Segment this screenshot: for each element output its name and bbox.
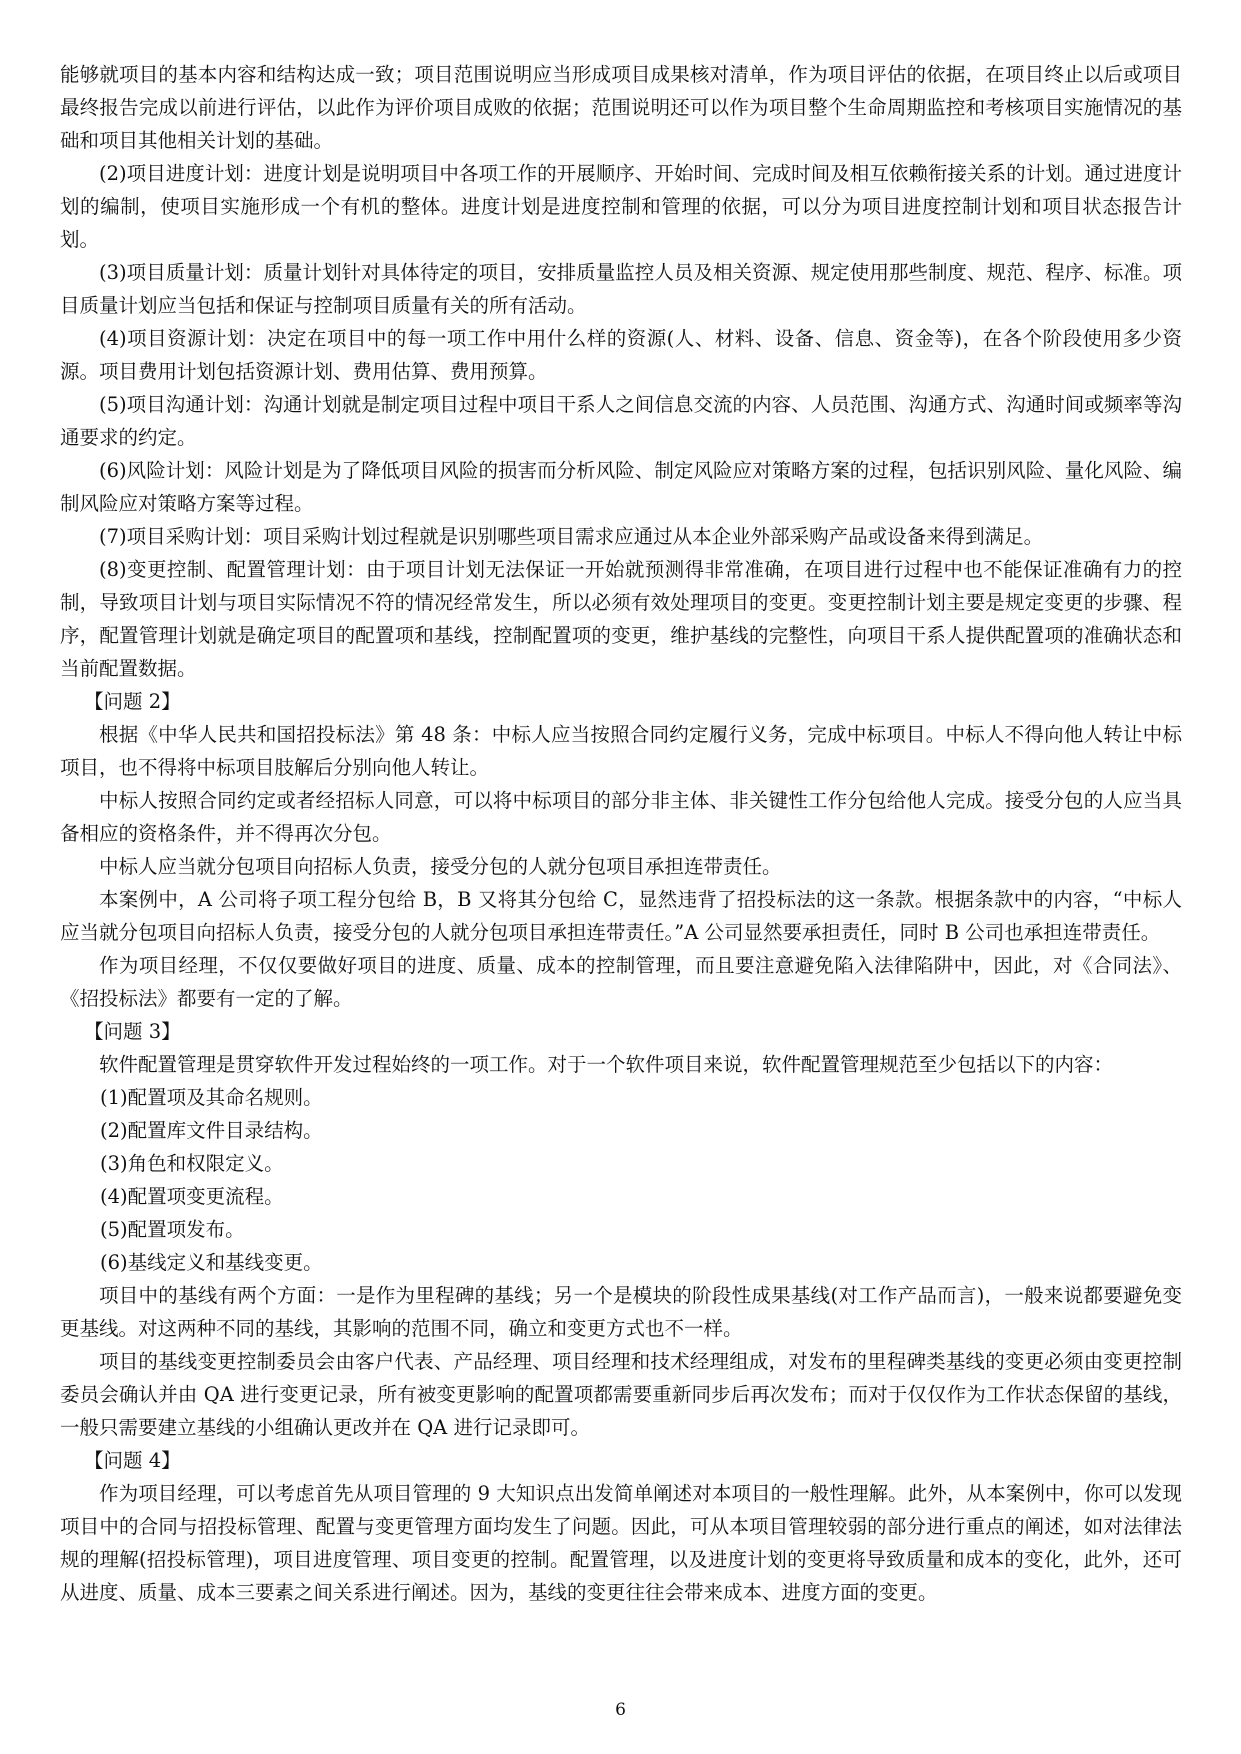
list-item: (1)配置项及其命名规则。: [100, 1086, 323, 1109]
document-body: [60, 58, 1182, 1609]
paragraph-baseline-types: 项目中的基线有两个方面：一是作为里程碑的基线；另一个是模块的阶段性成果基线(对工作产品而言)，一般来说都要避免变更基线。对这两种不同的基线，其影响的范围不同，确立和变更方式也不一样。: [60, 1284, 1182, 1340]
list-item: (4)配置项变更流程。: [100, 1185, 284, 1208]
paragraph-bidding-law: 根据《中华人民共和国招投标法》第 48 条：中标人应当按照合同约定履行义务，完成中标项目。中标人不得向他人转让中标项目，也不得将中标项目肢解后分别向他人转让。: [60, 723, 1182, 779]
paragraph-config-management: 软件配置管理是贯穿软件开发过程始终的一项工作。对于一个软件项目来说，软件配置管理规范至少包括以下的内容：: [99, 1053, 1114, 1076]
paragraph-subcontract: 中标人按照合同约定或者经招标人同意，可以将中标项目的部分非主体、非关键性工作分包给他人完成。接受分包的人应当具备相应的资格条件，并不得再次分包。: [60, 789, 1182, 845]
paragraph-procurement-plan: (7)项目采购计划：项目采购计划过程就是识别哪些项目需求应通过从本企业外部采购产品或设备来得到满足。: [99, 525, 1044, 548]
page-number: 6: [615, 1700, 626, 1720]
paragraph-quality-plan: (3)项目质量计划：质量计划针对具体待定的项目，安排质量监控人员及相关资源、规定使用那些制度、规范、程序、标准。项目质量计划应当包括和保证与控制项目质量有关的所有活动。: [60, 261, 1182, 317]
paragraph-risk-plan: (6)风险计划：风险计划是为了降低项目风险的损害而分析风险、制定风险应对策略方案的过程，包括识别风险、量化风险、编制风险应对策略方案等过程。: [60, 459, 1182, 515]
paragraph-schedule-plan: (2)项目进度计划：进度计划是说明项目中各项工作的开展顺序、开始时间、完成时间及相互依赖衔接关系的计划。通过进度计划的编制，使项目实施形成一个有机的整体。进度计划是进度控制和管理的依据，可以分为项目进度控制计划和项目状态报告计划。: [60, 162, 1182, 251]
paragraph-pm-legal: 作为项目经理，不仅仅要做好项目的进度、质量、成本的控制管理，而且要注意避免陷入法律陷阱中，因此，对《合同法》、《招投标法》都要有一定的了解。: [60, 954, 1182, 1010]
section-heading-question-4: 【问题 4】: [84, 1449, 181, 1472]
paragraph-baseline-ccb: 项目的基线变更控制委员会由客户代表、产品经理、项目经理和技术经理组成，对发布的里程碑类基线的变更必须由变更控制委员会确认并由 QA 进行变更记录，所有被变更影响的配置项都需要重新同步后再次发布；而对于仅仅作为工作状态保留的基线，一般只需要建立基线的小组确认更改并在 QA 进行记录即可。: [60, 1350, 1182, 1439]
section-heading-question-2: 【问题 2】: [84, 690, 181, 713]
list-item: (6)基线定义和基线变更。: [100, 1251, 323, 1274]
paragraph-joint-liability: 中标人应当就分包项目向招标人负责，接受分包的人就分包项目承担连带责任。: [99, 855, 782, 878]
list-item: (5)配置项发布。: [100, 1218, 245, 1241]
paragraph-change-config-plan: (8)变更控制、配置管理计划：由于项目计划无法保证一开始就预测得非常准确，在项目进行过程中也不能保证准确有力的控制，导致项目计划与项目实际情况不符的情况经常发生，所以必须有效处理项目的变更。变更控制计划主要是规定变更的步骤、程序，配置管理计划就是确定项目的配置项和基线，控制配置项的变更，维护基线的完整性，向项目干系人提供配置项的准确状态和当前配置数据。: [60, 558, 1182, 680]
paragraph-pm-overview: 作为项目经理，可以考虑首先从项目管理的 9 大知识点出发简单阐述对本项目的一般性理解。此外，从本案例中，你可以发现项目中的合同与招投标管理、配置与变更管理方面均发生了问题。因此，可从本项目管理较弱的部分进行重点的阐述，如对法律法规的理解(招投标管理)，项目进度管理、项目变更的控制。配置管理，以及进度计划的变更将导致质量和成本的变化，此外，还可从进度、质量、成本三要素之间关系进行阐述。因为，基线的变更往往会带来成本、进度方面的变更。: [60, 1482, 1182, 1604]
section-heading-question-3: 【问题 3】: [84, 1020, 181, 1043]
list-item: (3)角色和权限定义。: [100, 1152, 284, 1175]
paragraph-resource-plan: (4)项目资源计划：决定在项目中的每一项工作中用什么样的资源(人、材料、设备、信息、资金等)，在各个阶段使用多少资源。项目费用计划包括资源计划、费用估算、费用预算。: [60, 327, 1182, 383]
paragraph-case-analysis: 本案例中，A 公司将子项工程分包给 B，B 又将其分包给 C，显然违背了招投标法的这一条款。根据条款中的内容，“中标人应当就分包项目向招标人负责，接受分包的人就分包项目承担连带责任。”A 公司显然要承担责任，同时 B 公司也承担连带责任。: [60, 888, 1182, 944]
list-item: (2)配置库文件目录结构。: [100, 1119, 323, 1142]
paragraph-scope-continued: 能够就项目的基本内容和结构达成一致；项目范围说明应当形成项目成果核对清单，作为项目评估的依据，在项目终止以后或项目最终报告完成以前进行评估，以此作为评价项目成败的依据；范围说明还可以作为项目整个生命周期监控和考核项目实施情况的基础和项目其他相关计划的基础。: [60, 63, 1182, 152]
paragraph-communication-plan: (5)项目沟通计划：沟通计划就是制定项目过程中项目干系人之间信息交流的内容、人员范围、沟通方式、沟通时间或频率等沟通要求的约定。: [60, 393, 1182, 449]
